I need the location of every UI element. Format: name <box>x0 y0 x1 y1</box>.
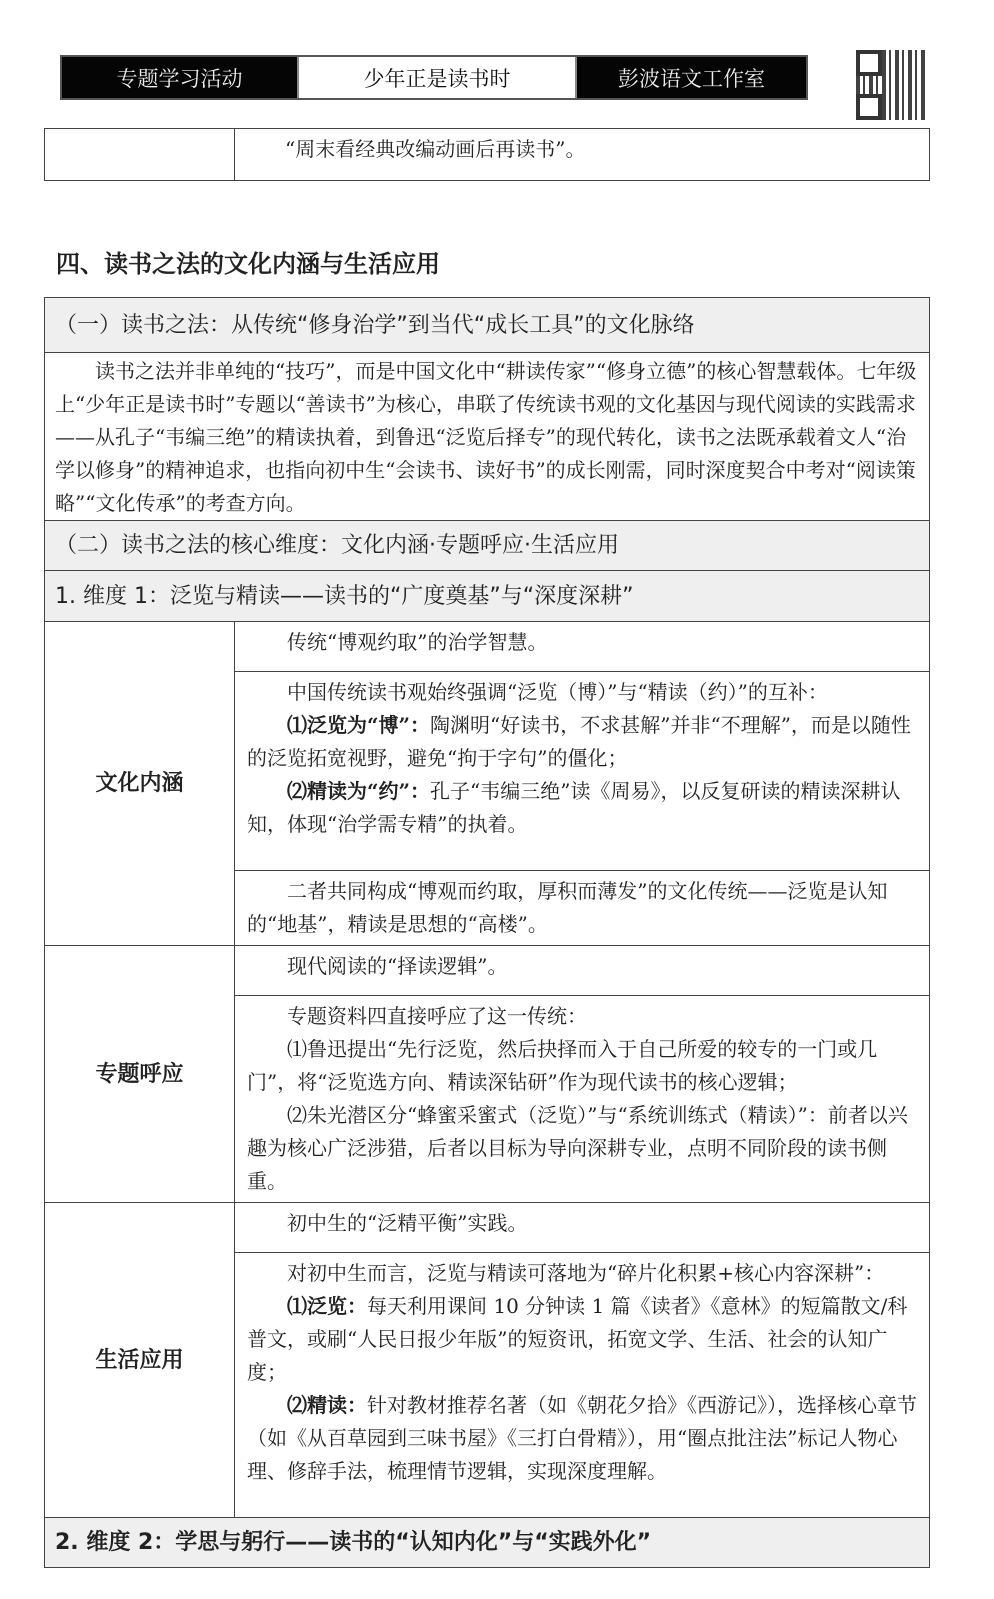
dim1-title: 1. 维度 1：泛览与精读——读书的“广度奠基”与“深度深耕” <box>45 571 930 622</box>
header-center: 少年正是读书时 <box>297 57 577 98</box>
qr-code-icon <box>856 50 926 120</box>
label-life: 生活应用 <box>45 1203 235 1518</box>
content-table <box>44 297 930 1568</box>
sub1-title: （一）读书之法：从传统“修身治学”到当代“成长工具”的文化脉络 <box>45 298 930 353</box>
header-left: 专题学习活动 <box>62 57 297 98</box>
culture-summary: 二者共同构成“博观而约取，厚积而薄发”的文化传统——泛览是认知的“地基”，精读是思想的“高楼”。 <box>235 871 930 946</box>
label-topic: 专题呼应 <box>45 946 235 1203</box>
life-head: 初中生的“泛精平衡”实践。 <box>235 1203 930 1253</box>
culture-body: 中国传统读书观始终强调“泛览（博）”与“精读（约）”的互补： ⑴泛览为“博”：陶渊明“好读书，不求甚解”并非“不理解”，而是以随性的泛览拓宽视野，避免“拘于字句”的僵化； ⑵精读为“约”：孔子“韦编三绝”读《周易》，以反复研读的精读深耕认知，体现“治学需专精”的执着。 <box>235 672 930 871</box>
sub2-title: （二）读书之法的核心维度：文化内涵·专题呼应·生活应用 <box>45 521 930 571</box>
topic-head: 现代阅读的“择读逻辑”。 <box>235 946 930 996</box>
header-right: 彭波语文工作室 <box>577 57 806 98</box>
topic-body: 专题资料四直接呼应了这一传统： ⑴鲁迅提出“先行泛览，然后抉择而入于自己所爱的较专的一门或几门”，将“泛览选方向、精读深钻研”作为现代读书的核心逻辑； ⑵朱光潜区分“蜂蜜采蜜式（泛览）”与“系统训练式（精读）”：前者以兴趣为核心广泛涉猎，后者以目标为导向深耕专业，点明不同阶段的读书侧重。 <box>235 996 930 1203</box>
section-title: 四、读书之法的文化内涵与生活应用 <box>56 250 440 278</box>
dim2-title: 2. 维度 2：学思与躬行——读书的“认知内化”与“实践外化” <box>45 1518 930 1568</box>
life-body: 对初中生而言，泛览与精读可落地为“碎片化积累+核心内容深耕”： ⑴泛览：每天利用课间 10 分钟读 1 篇《读者》《意林》的短篇散文/科普文，或刷“人民日报少年版”的短资讯，拓宽文学、生活、社会的认知广度； ⑵精读：针对教材推荐名著（如《朝花夕拾》《西游记》），选择核心章节（如《从百草园到三味书屋》《三打白骨精》），用“圈点批注法”标记人物心理、修辞手法，梳理情节逻辑，实现深度理解。 <box>235 1253 930 1518</box>
sub1-paragraph: 读书之法并非单纯的“技巧”，而是中国文化中“耕读传家”“修身立德”的核心智慧载体。七年级上“少年正是读书时”专题以“善读书”为核心，串联了传统读书观的文化基因与现代阅读的实践需求——从孔子“韦编三绝”的精读执着，到鲁迅“泛览后择专”的现代转化，读书之法既承载着文人“治学以修身”的精神追求，也指向初中生“会读书、读好书”的成长刚需，同时深度契合中考对“阅读策略”“文化传承”的考查方向。 <box>45 353 930 521</box>
header-bar <box>60 55 808 100</box>
label-culture: 文化内涵 <box>45 622 235 946</box>
continuation-table <box>44 128 930 181</box>
continuation-text: “周末看经典改编动画后再读书”。 <box>235 129 930 181</box>
culture-head: 传统“博观约取”的治学智慧。 <box>235 622 930 672</box>
